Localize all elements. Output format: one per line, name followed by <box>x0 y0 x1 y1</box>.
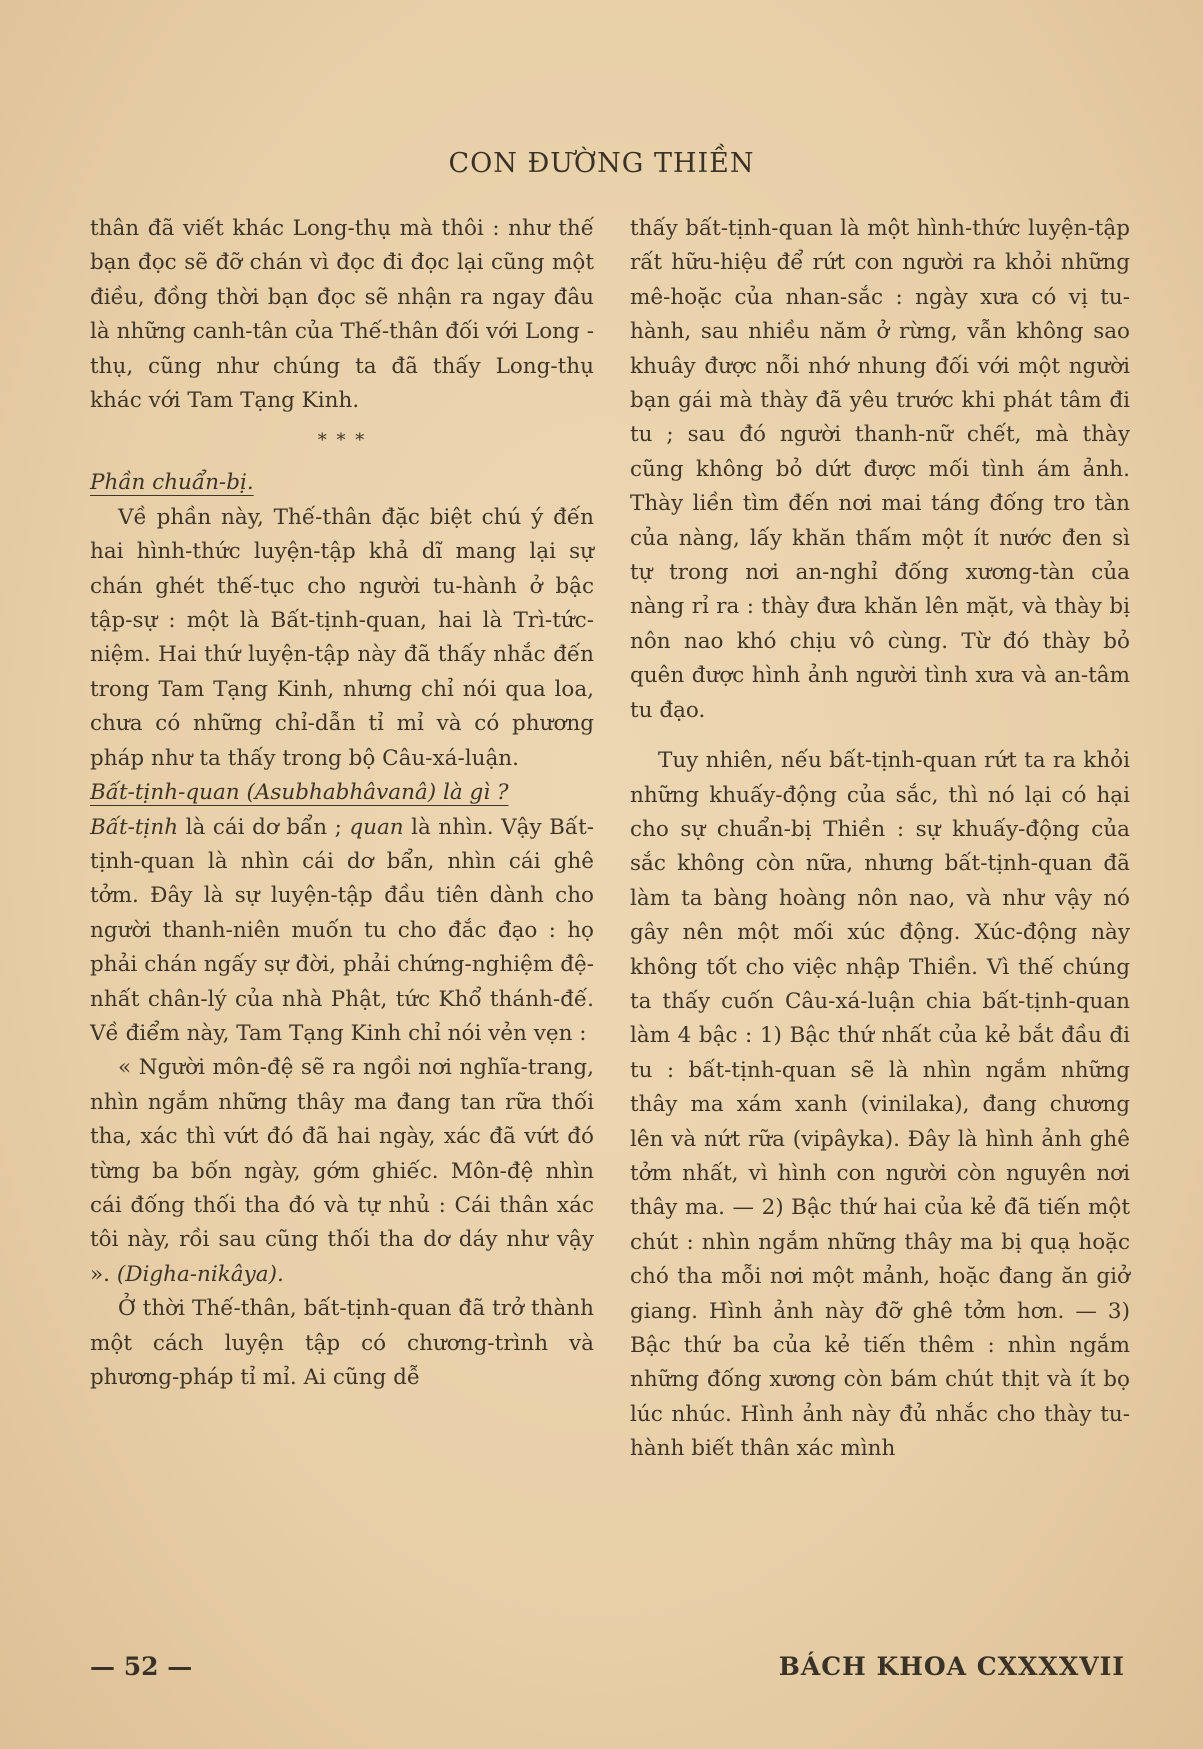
subsection-heading: Bất-tịnh-quan (Asubhabhâvanâ) là gì ? <box>90 780 509 806</box>
paragraph-gap <box>630 728 1130 744</box>
definition-text: là nhìn. Vậy Bất-tịnh-quan là nhìn cái dơ bẩn, nhìn cái ghê tởm. Đây là sự luyện-tập đầu tiên dành cho người thanh-niên muốn tu cho đắc đạo : họ phải chán ngấy sự đời, phải chứng-nghiệm đệ-nhất chân-lý của nhà Phật, tức Khổ thánh-đế. Về điểm này, Tam Tạng Kinh chỉ nói vẻn vẹn : <box>90 814 594 1046</box>
section-heading: Phần chuẩn-bị. <box>90 470 254 496</box>
paragraph: Tuy nhiên, nếu bất-tịnh-quan rứt ta ra khỏi những khuấy-động của sắc, thì nó lại có hại cho sự chuẩn-bị Thiền : sự khuấy-động của sắc không còn nữa, nhưng bất-tịnh-quan đã làm ta bàng hoàng nôn nao, và như vậy nó gây nên một mối xúc động. Xúc-động này không tốt cho việc nhập Thiền. Vì thế chúng ta thấy cuốn Câu-xá-luận chia bất-tịnh-quan làm 4 bậc : 1) Bậc thứ nhất của kẻ bắt đầu đi tu : bất-tịnh-quan sẽ là nhìn ngắm những thây ma xám xanh (vinilaka), đang chương lên và nứt rữa (vipâyka). Đây là hình ảnh ghê tởm nhất, vì hình con người còn nguyên nơi thây ma. — 2) Bậc thứ hai của kẻ đã tiến một chút : nhìn ngắm những thây ma bị quạ hoặc chó tha mỗi nơi một mảnh, hoặc đang ăn giở giang. Hình ảnh này đỡ ghê tởm hơn. — 3) Bậc thứ ba của kẻ tiến thêm : nhìn ngắm những đống xương còn bám chút thịt và ít bọ lúc nhúc. Hình ảnh này đủ nhắc cho thày tu-hành biết thân xác mình <box>630 748 1130 1462</box>
quote-text: « Người môn-đệ sẽ ra ngồi nơi nghĩa-trang, nhìn ngắm những thây ma đang tan rữa thối tha, xác thì vứt đó đã hai ngày, xác đã vứt đó từng ba bốn ngày, gớm ghiếc. Môn-đệ nhìn cái đống thối tha đó và tự nhủ : Cái thân xác tôi này, rồi sau cũng thối tha dơ dáy như vậy ». <box>90 1055 594 1287</box>
section-ornament: * * * <box>317 430 367 452</box>
definition-text: là cái dơ bẩn ; <box>178 814 350 840</box>
term-quan: quan <box>349 814 404 840</box>
page-number: — 52 — <box>90 1652 193 1681</box>
opening-paragraph: thân đã viết khác Long-thụ mà thôi : như thế bạn đọc sẽ đỡ chán vì đọc đi đọc lại cũng một điều, đồng thời bạn đọc sẽ nhận ra ngay đâu là những canh-tân của Thế-thân đối với Long - thụ, cũng như chúng ta đã thấy Long-thụ khác với Tam Tạng Kinh. <box>90 216 594 414</box>
scripture-quote <box>90 1051 594 1292</box>
left-column <box>90 212 594 1395</box>
quote-source: (Digha-nikâya). <box>116 1261 284 1287</box>
term-bat-tinh: Bất-tịnh <box>90 814 179 840</box>
journal-title: BÁCH KHOA CXXXXVII <box>778 1652 1125 1681</box>
paragraph: Ở thời Thế-thân, bất-tịnh-quan đã trở thành một cách luyện tập có chương-trình và phương-pháp tỉ mỉ. Ai cũng dễ <box>90 1296 594 1390</box>
paragraph: Về phần này, Thế-thân đặc biệt chú ý đến hai hình-thức luyện-tập khả dĩ mang lại sự chán ghét thế-tục cho người tu-hành ở bậc tập-sự : một là Bất-tịnh-quan, hai là Trì-tức-niệm. Hai thứ luyện-tập này đã thấy nhắc đến trong Tam Tạng Kinh, nhưng chỉ nói qua loa, chưa có những chỉ-dẫn tỉ mỉ và có phương pháp như ta thấy trong bộ Câu-xá-luận. <box>90 504 594 771</box>
right-column <box>630 212 1130 1467</box>
definition-paragraph <box>90 811 594 1052</box>
running-head: CON ĐƯỜNG THIỀN <box>448 148 755 179</box>
paragraph: thấy bất-tịnh-quan là một hình-thức luyện-tập rất hữu-hiệu để rứt con người ra khỏi những mê-hoặc của nhan-sắc : ngày xưa có vị tu-hành, sau nhiều năm ở rừng, vẫn không sao khuây được nỗi nhớ nhung đối với một người bạn gái mà thày đã yêu trước khi phát tâm đi tu ; sau đó người thanh-nữ chết, mà thày cũng không bỏ dứt được mối tình ám ảnh. Thày liền tìm đến nơi mai táng đống tro tàn của nàng, lấy khăn thấm một ít nước đen sì tự trong nơi an-nghỉ đống xương-tàn của nàng rỉ ra : thày đưa khăn lên mặt, và thày bị nôn nao khó chịu vô cùng. Từ đó thày bỏ quên được hình ảnh người tình xưa và an-tâm tu đạo. <box>630 216 1130 723</box>
